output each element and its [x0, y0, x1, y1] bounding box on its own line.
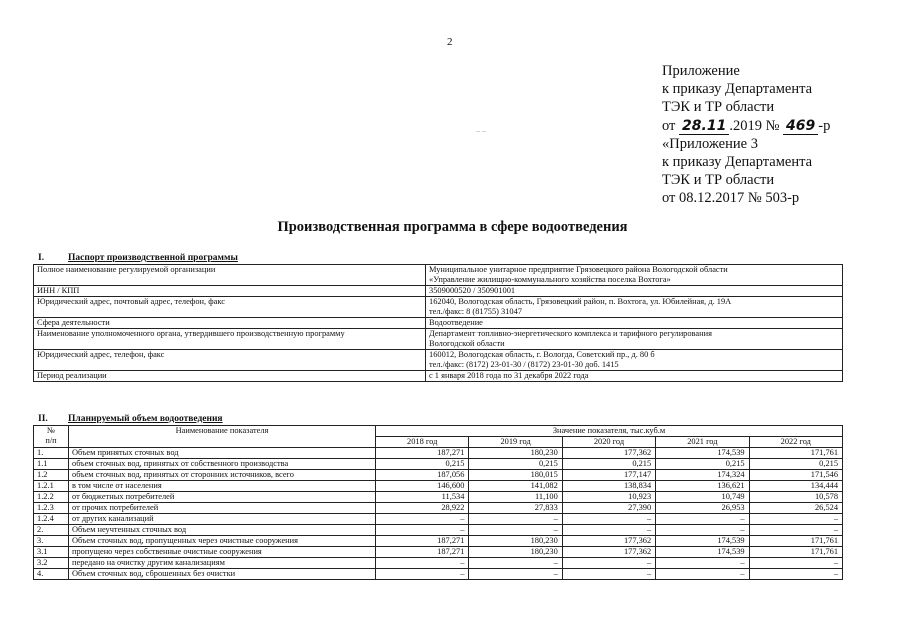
- row-value: –: [749, 569, 842, 580]
- handwritten-date: 28.11: [679, 118, 729, 135]
- section-number: I.: [38, 253, 45, 263]
- table-row: [34, 514, 843, 525]
- passport-value-line: Вологодской области: [429, 339, 505, 348]
- row-value: –: [562, 569, 655, 580]
- passport-value: [426, 318, 843, 329]
- row-value: 187,271: [376, 547, 469, 558]
- passport-label: Юридический адрес, телефон, факс: [34, 350, 426, 371]
- passport-value-line: «Управление жилищно-коммунального хозяйства поселка Вохтога»: [429, 275, 671, 284]
- year-header: 2019 год: [469, 437, 562, 448]
- row-value: 146,600: [376, 481, 469, 492]
- row-value: –: [749, 514, 842, 525]
- passport-value: [426, 286, 843, 297]
- row-value: 180,230: [469, 536, 562, 547]
- row-value: 174,539: [656, 547, 749, 558]
- table-row: [34, 569, 843, 580]
- row-value: –: [376, 569, 469, 580]
- passport-value: [426, 371, 843, 382]
- row-value: 187,271: [376, 448, 469, 459]
- appendix-date-line: [662, 117, 830, 135]
- row-value: –: [562, 514, 655, 525]
- appendix-line: ТЭК и ТР области: [662, 99, 775, 116]
- section-number: II.: [38, 414, 48, 424]
- passport-label: Сфера деятельности: [34, 318, 426, 329]
- section-title: Паспорт производственной программы: [68, 253, 238, 263]
- row-value: –: [562, 525, 655, 536]
- passport-label: ИНН / КПП: [34, 286, 426, 297]
- row-value: 171,761: [749, 547, 842, 558]
- row-name: Объем сточных вод, сброшенных без очистки: [69, 569, 376, 580]
- row-value: –: [656, 569, 749, 580]
- row-value: 177,362: [562, 448, 655, 459]
- row-value: 174,324: [656, 470, 749, 481]
- row-value: 141,082: [469, 481, 562, 492]
- appendix-line: к приказу Департамента: [662, 81, 813, 98]
- header-values: Значение показателя, тыс.куб.м: [376, 426, 843, 437]
- section-title: Планируемый объем водоотведения: [68, 414, 223, 424]
- date-year: .2019 №: [729, 117, 780, 134]
- row-number: 4.: [34, 569, 69, 580]
- passport-row: [34, 371, 843, 382]
- row-number: 3.2: [34, 558, 69, 569]
- row-number: 1.2.4: [34, 514, 69, 525]
- row-name: передано на очистку другим канализациям: [69, 558, 376, 569]
- header-no-line1: №: [47, 426, 55, 435]
- section-2-heading: [38, 414, 223, 424]
- passport-label: Юридический адрес, почтовый адрес, телефон, факс: [34, 297, 426, 318]
- row-value: –: [469, 569, 562, 580]
- appendix-line: от 08.12.2017 № 503-р: [662, 190, 800, 207]
- volume-table: [33, 425, 843, 580]
- passport-value: [426, 297, 843, 318]
- row-value: 171,761: [749, 536, 842, 547]
- row-value: 187,271: [376, 536, 469, 547]
- row-number: 1.2: [34, 470, 69, 481]
- row-value: –: [376, 514, 469, 525]
- row-name: пропущено через собственные очистные сооружения: [69, 547, 376, 558]
- row-value: 0,215: [749, 459, 842, 470]
- row-value: –: [469, 525, 562, 536]
- row-number: 2.: [34, 525, 69, 536]
- row-name: Объем сточных вод, пропущенных через очистные сооружения: [69, 536, 376, 547]
- appendix-line: «Приложение 3: [662, 135, 758, 152]
- year-header: 2018 год: [376, 437, 469, 448]
- row-value: 0,215: [469, 459, 562, 470]
- year-header: 2020 год: [562, 437, 655, 448]
- year-header: 2022 год: [749, 437, 842, 448]
- handwritten-order-number: 469: [783, 118, 818, 135]
- header-name: Наименование показателя: [69, 426, 376, 448]
- appendix-block: [662, 62, 830, 208]
- table-row: [34, 525, 843, 536]
- passport-table: [33, 264, 843, 382]
- passport-row: [34, 265, 843, 286]
- table-row: [34, 558, 843, 569]
- row-value: 171,761: [749, 448, 842, 459]
- section-1-heading: [38, 253, 238, 263]
- row-number: 1.1: [34, 459, 69, 470]
- row-number: 1.: [34, 448, 69, 459]
- appendix-line: к приказу Департамента: [662, 154, 813, 171]
- row-value: 26,953: [656, 503, 749, 514]
- decorative-dash: _ _: [476, 124, 486, 133]
- passport-row: [34, 318, 843, 329]
- row-name: объем сточных вод, принятых от сторонних источников, всего: [69, 470, 376, 481]
- passport-value-line: тел./факс: (8172) 23-01-30 / (8172) 23-01-30 доб. 1415: [429, 360, 619, 369]
- passport-value: [426, 350, 843, 371]
- header-no: [34, 426, 69, 448]
- table-row: [34, 459, 843, 470]
- row-value: 177,362: [562, 547, 655, 558]
- row-value: 171,546: [749, 470, 842, 481]
- document-title: Производственная программа в сфере водоотведения: [277, 219, 628, 235]
- row-value: 10,578: [749, 492, 842, 503]
- row-name: от прочих потребителей: [69, 503, 376, 514]
- row-number: 1.2.3: [34, 503, 69, 514]
- row-name: Объем неучтенных сточных вод: [69, 525, 376, 536]
- passport-value: [426, 329, 843, 350]
- passport-row: [34, 329, 843, 350]
- row-number: 3.: [34, 536, 69, 547]
- row-value: 136,621: [656, 481, 749, 492]
- row-value: 27,390: [562, 503, 655, 514]
- row-value: 138,834: [562, 481, 655, 492]
- row-name: от бюджетных потребителей: [69, 492, 376, 503]
- row-value: –: [656, 514, 749, 525]
- row-value: –: [376, 558, 469, 569]
- row-value: 187,056: [376, 470, 469, 481]
- passport-row: [34, 350, 843, 371]
- table-row: [34, 536, 843, 547]
- table-row: [34, 503, 843, 514]
- row-name: Объем принятых сточных вод: [69, 448, 376, 459]
- row-value: –: [656, 525, 749, 536]
- passport-value-line: с 1 января 2018 года по 31 декабря 2022 года: [429, 371, 589, 380]
- row-name: от других канализаций: [69, 514, 376, 525]
- appendix-line: Приложение: [662, 63, 740, 79]
- passport-value: [426, 265, 843, 286]
- row-value: 28,922: [376, 503, 469, 514]
- row-value: –: [469, 514, 562, 525]
- passport-label: Период реализации: [34, 371, 426, 382]
- table-row: [34, 470, 843, 481]
- row-value: 174,539: [656, 448, 749, 459]
- row-value: 11,100: [469, 492, 562, 503]
- date-prefix: от: [662, 117, 676, 134]
- row-value: 177,147: [562, 470, 655, 481]
- passport-value-line: Департамент топливно-энергетического комплекса и тарифного регулирования: [429, 329, 712, 338]
- order-suffix: -р: [818, 117, 831, 134]
- passport-value-line: 162040, Вологодская область, Грязовецкий район, п. Вохтога, ул. Юбилейная, д. 19А: [429, 297, 732, 306]
- row-value: –: [562, 558, 655, 569]
- row-value: 10,749: [656, 492, 749, 503]
- row-value: 26,524: [749, 503, 842, 514]
- passport-row: [34, 286, 843, 297]
- passport-row: [34, 297, 843, 318]
- table-row: [34, 547, 843, 558]
- row-value: 0,215: [656, 459, 749, 470]
- table-row: [34, 481, 843, 492]
- passport-value-line: Муниципальное унитарное предприятие Грязовецкого района Вологодской области: [429, 265, 728, 274]
- year-header: 2021 год: [656, 437, 749, 448]
- passport-value-line: 3509000520 / 350901001: [429, 286, 516, 295]
- row-value: 0,215: [562, 459, 655, 470]
- row-value: –: [749, 525, 842, 536]
- row-number: 3.1: [34, 547, 69, 558]
- passport-label: Полное наименование регулируемой организации: [34, 265, 426, 286]
- row-value: 0,215: [376, 459, 469, 470]
- page-number: 2: [447, 36, 453, 48]
- row-name: объем сточных вод, принятых от собственного производства: [69, 459, 376, 470]
- row-value: –: [656, 558, 749, 569]
- row-value: 180,015: [469, 470, 562, 481]
- row-value: 134,444: [749, 481, 842, 492]
- header-no-line2: п/п: [45, 436, 57, 445]
- table-row: [34, 448, 843, 459]
- row-value: 10,923: [562, 492, 655, 503]
- passport-label: Наименование уполномоченного органа, утвердившего производственную программу: [34, 329, 426, 350]
- row-value: 11,534: [376, 492, 469, 503]
- appendix-line: ТЭК и ТР области: [662, 172, 775, 189]
- row-number: 1.2.2: [34, 492, 69, 503]
- passport-value-line: 160012, Вологодская область, г. Вологда, Советский пр., д. 80 б: [429, 350, 655, 359]
- row-value: 180,230: [469, 547, 562, 558]
- row-value: 174,539: [656, 536, 749, 547]
- row-number: 1.2.1: [34, 481, 69, 492]
- row-value: 177,362: [562, 536, 655, 547]
- row-value: –: [469, 558, 562, 569]
- passport-value-line: Водоотведение: [429, 318, 483, 327]
- row-value: 27,833: [469, 503, 562, 514]
- row-value: 180,230: [469, 448, 562, 459]
- row-value: –: [376, 525, 469, 536]
- row-value: –: [749, 558, 842, 569]
- row-name: в том числе от населения: [69, 481, 376, 492]
- table-row: [34, 492, 843, 503]
- passport-value-line: тел./факс: 8 (81755) 31047: [429, 307, 522, 316]
